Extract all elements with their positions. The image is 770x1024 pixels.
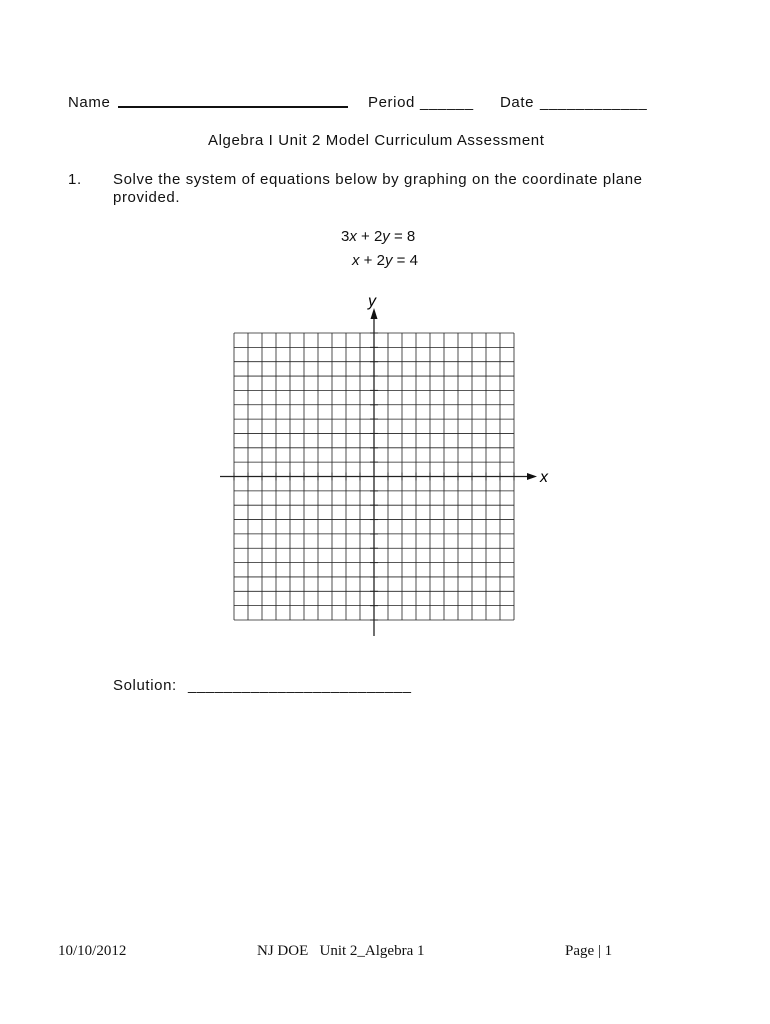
- question-text-line1: Solve the system of equations below by graphing on the coordinate plane: [113, 171, 643, 188]
- x-axis-arrow: [527, 473, 537, 480]
- solution-blank[interactable]: _________________________: [188, 677, 412, 694]
- axes: [220, 308, 537, 636]
- solution-label: Solution:: [113, 677, 177, 694]
- y-axis-label: y: [368, 293, 376, 310]
- period-label: Period: [368, 94, 415, 111]
- equation-2: x + 2y = 4: [352, 252, 418, 269]
- date-blank[interactable]: ____________: [540, 94, 648, 111]
- date-label: Date: [500, 94, 535, 111]
- x-axis-label: x: [540, 469, 548, 486]
- period-blank[interactable]: ______: [420, 94, 474, 111]
- equation-1: 3x + 2y = 8: [341, 228, 416, 245]
- page-title: Algebra I Unit 2 Model Curriculum Assessment: [208, 132, 545, 149]
- name-label: Name: [68, 94, 111, 111]
- question-text-line2: provided.: [113, 189, 181, 206]
- footer-center: NJ DOE Unit 2_Algebra 1: [257, 943, 425, 959]
- question-number: 1.: [68, 171, 82, 188]
- footer-page: Page | 1: [565, 943, 613, 959]
- footer-date: 10/10/2012: [58, 943, 127, 959]
